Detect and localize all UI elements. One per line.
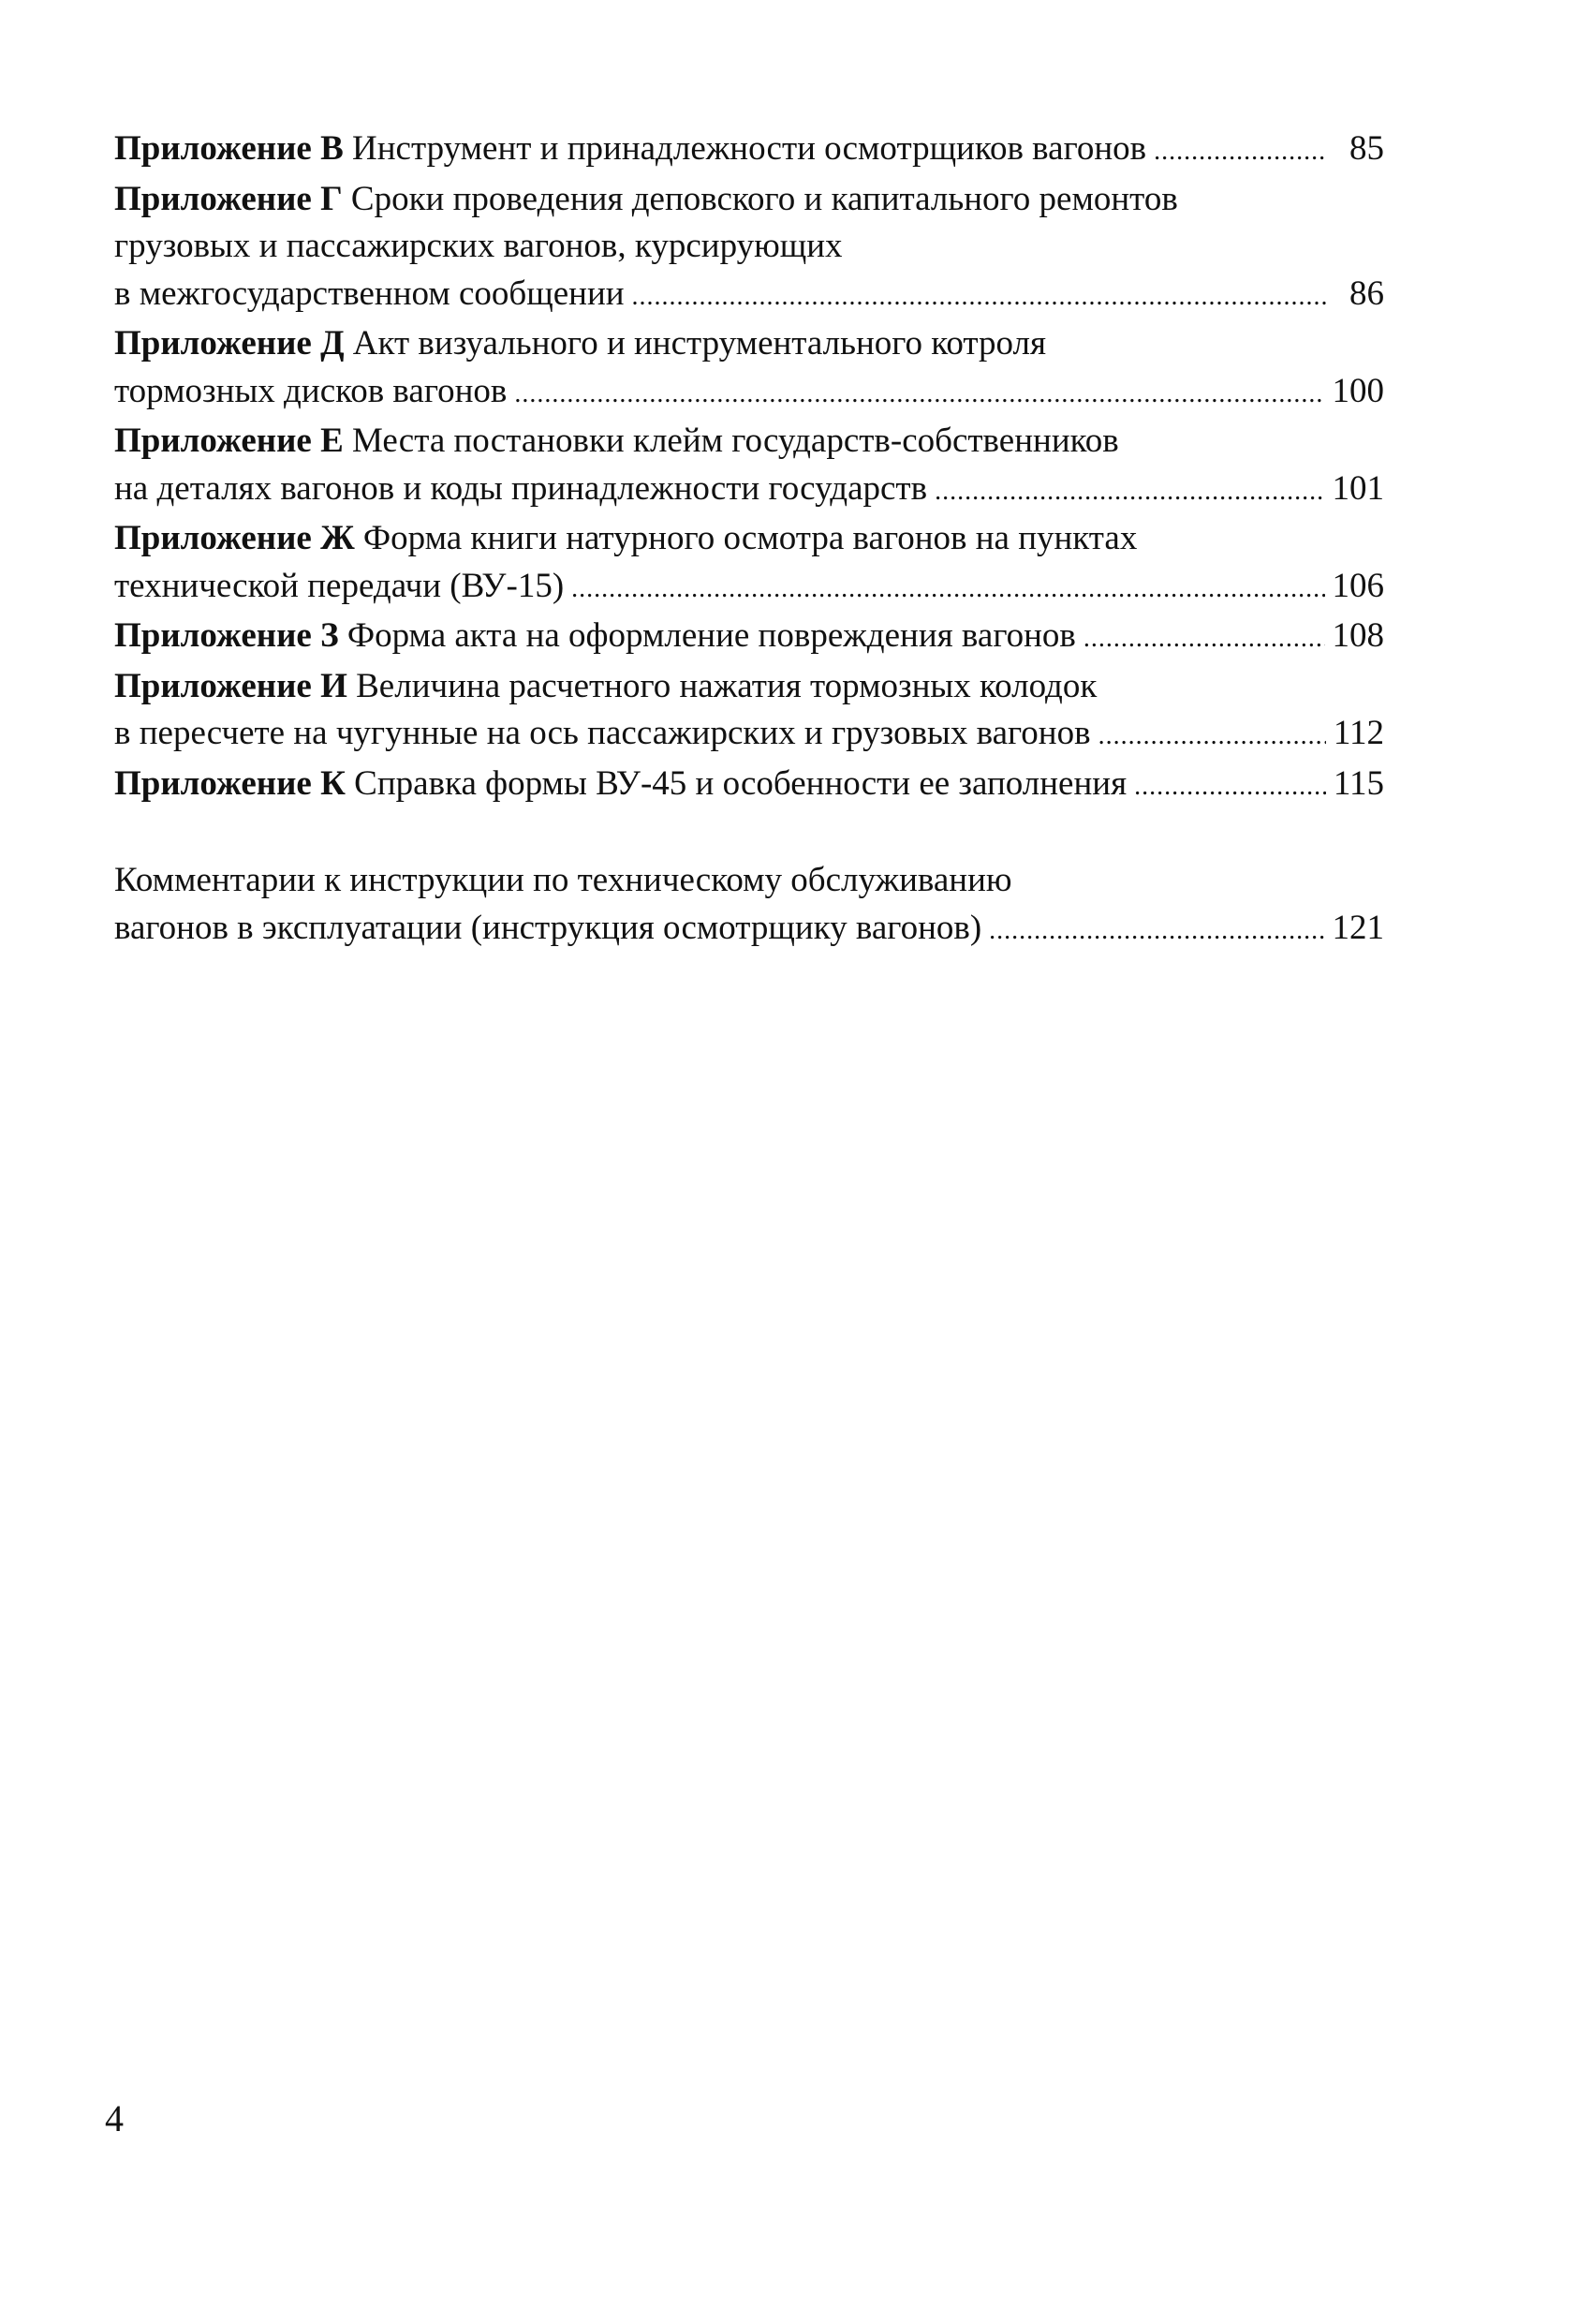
entry-title-continued: в межгосударственном сообщении: [114, 274, 625, 313]
toc-line: [114, 563, 1384, 614]
toc-line: [114, 466, 1384, 516]
page-reference: 101: [1332, 468, 1384, 508]
toc-line: [114, 515, 1384, 563]
entry-title: Величина расчетного нажатия тормозных колодок: [356, 666, 1098, 705]
entry-title: Справка формы ВУ-45 и особенности ее заполнения: [354, 763, 1128, 803]
appendix-label: Приложение В: [114, 129, 344, 168]
entry-title: Сроки проведения деповского и капитального ремонтов: [350, 179, 1178, 218]
dot-leader: [1134, 761, 1326, 811]
entry-title: Акт визуального и инструментального котроля: [352, 324, 1047, 363]
table-of-contents: [114, 126, 1384, 955]
entry-title: Форма акта на оформление повреждения вагонов: [346, 616, 1076, 655]
entry-title-continued: технической передачи (ВУ-15): [114, 566, 565, 605]
appendix-label: Приложение И: [114, 666, 347, 705]
toc-line: [114, 710, 1384, 761]
entry-title: Комментарии к инструкции по техническому обслуживанию: [114, 861, 1012, 899]
toc-entry-appendix-g[interactable]: [114, 176, 1384, 321]
entry-title-continued: грузовых и пассажирских вагонов, курсирующих: [114, 227, 843, 265]
page-reference: 100: [1332, 371, 1384, 410]
appendix-label: Приложение З: [114, 616, 339, 655]
dot-leader: [514, 368, 1324, 419]
toc-line: [114, 126, 1384, 176]
page-reference: 106: [1332, 566, 1384, 605]
entry-title: Места постановки клейм государств-собственников: [352, 422, 1119, 460]
entry-title-continued: вагонов в эксплуатации (инструкция осмотрщику вагонов): [114, 908, 982, 947]
page-reference: 121: [1332, 908, 1384, 947]
toc-line: [114, 320, 1384, 368]
toc-line: [114, 761, 1384, 811]
toc-entry-appendix-zh[interactable]: [114, 515, 1384, 613]
dot-leader: [1098, 710, 1326, 761]
page-number: 4: [105, 2097, 124, 2139]
toc-line: [114, 368, 1384, 419]
page-reference: 115: [1333, 763, 1384, 803]
toc-entry-appendix-i[interactable]: [114, 663, 1384, 761]
toc-line: [114, 857, 1384, 905]
appendix-label: Приложение Д: [114, 324, 345, 363]
page-reference: 85: [1349, 129, 1384, 168]
appendix-label: Приложение Г: [114, 179, 343, 218]
entry-title: Форма книги натурного осмотра вагонов на пунктах: [362, 519, 1138, 557]
toc-entry-appendix-d[interactable]: [114, 320, 1384, 418]
dot-leader: [632, 271, 1328, 321]
toc-line: [114, 176, 1384, 224]
toc-entry-appendix-v[interactable]: [114, 126, 1384, 176]
toc-entry-appendix-e[interactable]: [114, 418, 1384, 515]
toc-line: [114, 223, 1384, 271]
section-spacer: [114, 810, 1384, 857]
appendix-label: Приложение Е: [114, 422, 344, 460]
dot-leader: [1083, 613, 1325, 663]
entry-title: Инструмент и принадлежности осмотрщиков вагонов: [352, 129, 1147, 168]
toc-entry-appendix-z[interactable]: [114, 613, 1384, 663]
appendix-label: Приложение К: [114, 763, 346, 803]
page-reference: 112: [1333, 714, 1384, 752]
dot-leader: [1154, 126, 1328, 176]
entry-title-continued: тормозных дисков вагонов: [114, 371, 508, 410]
entry-title-continued: в пересчете на чугунные на ось пассажирских и грузовых вагонов: [114, 714, 1091, 752]
toc-line: [114, 905, 1384, 955]
dot-leader: [571, 563, 1324, 614]
dot-leader: [935, 466, 1324, 516]
appendix-label: Приложение Ж: [114, 519, 355, 557]
dot-leader: [989, 905, 1324, 955]
page-reference: 86: [1349, 274, 1384, 313]
page-reference: 108: [1332, 616, 1384, 655]
toc-line: [114, 663, 1384, 711]
entry-title-continued: на деталях вагонов и коды принадлежности государств: [114, 468, 928, 508]
toc-line: [114, 418, 1384, 466]
toc-entry-commentary[interactable]: [114, 857, 1384, 955]
toc-entry-appendix-k[interactable]: [114, 761, 1384, 811]
toc-line: [114, 271, 1384, 321]
toc-line: [114, 613, 1384, 663]
